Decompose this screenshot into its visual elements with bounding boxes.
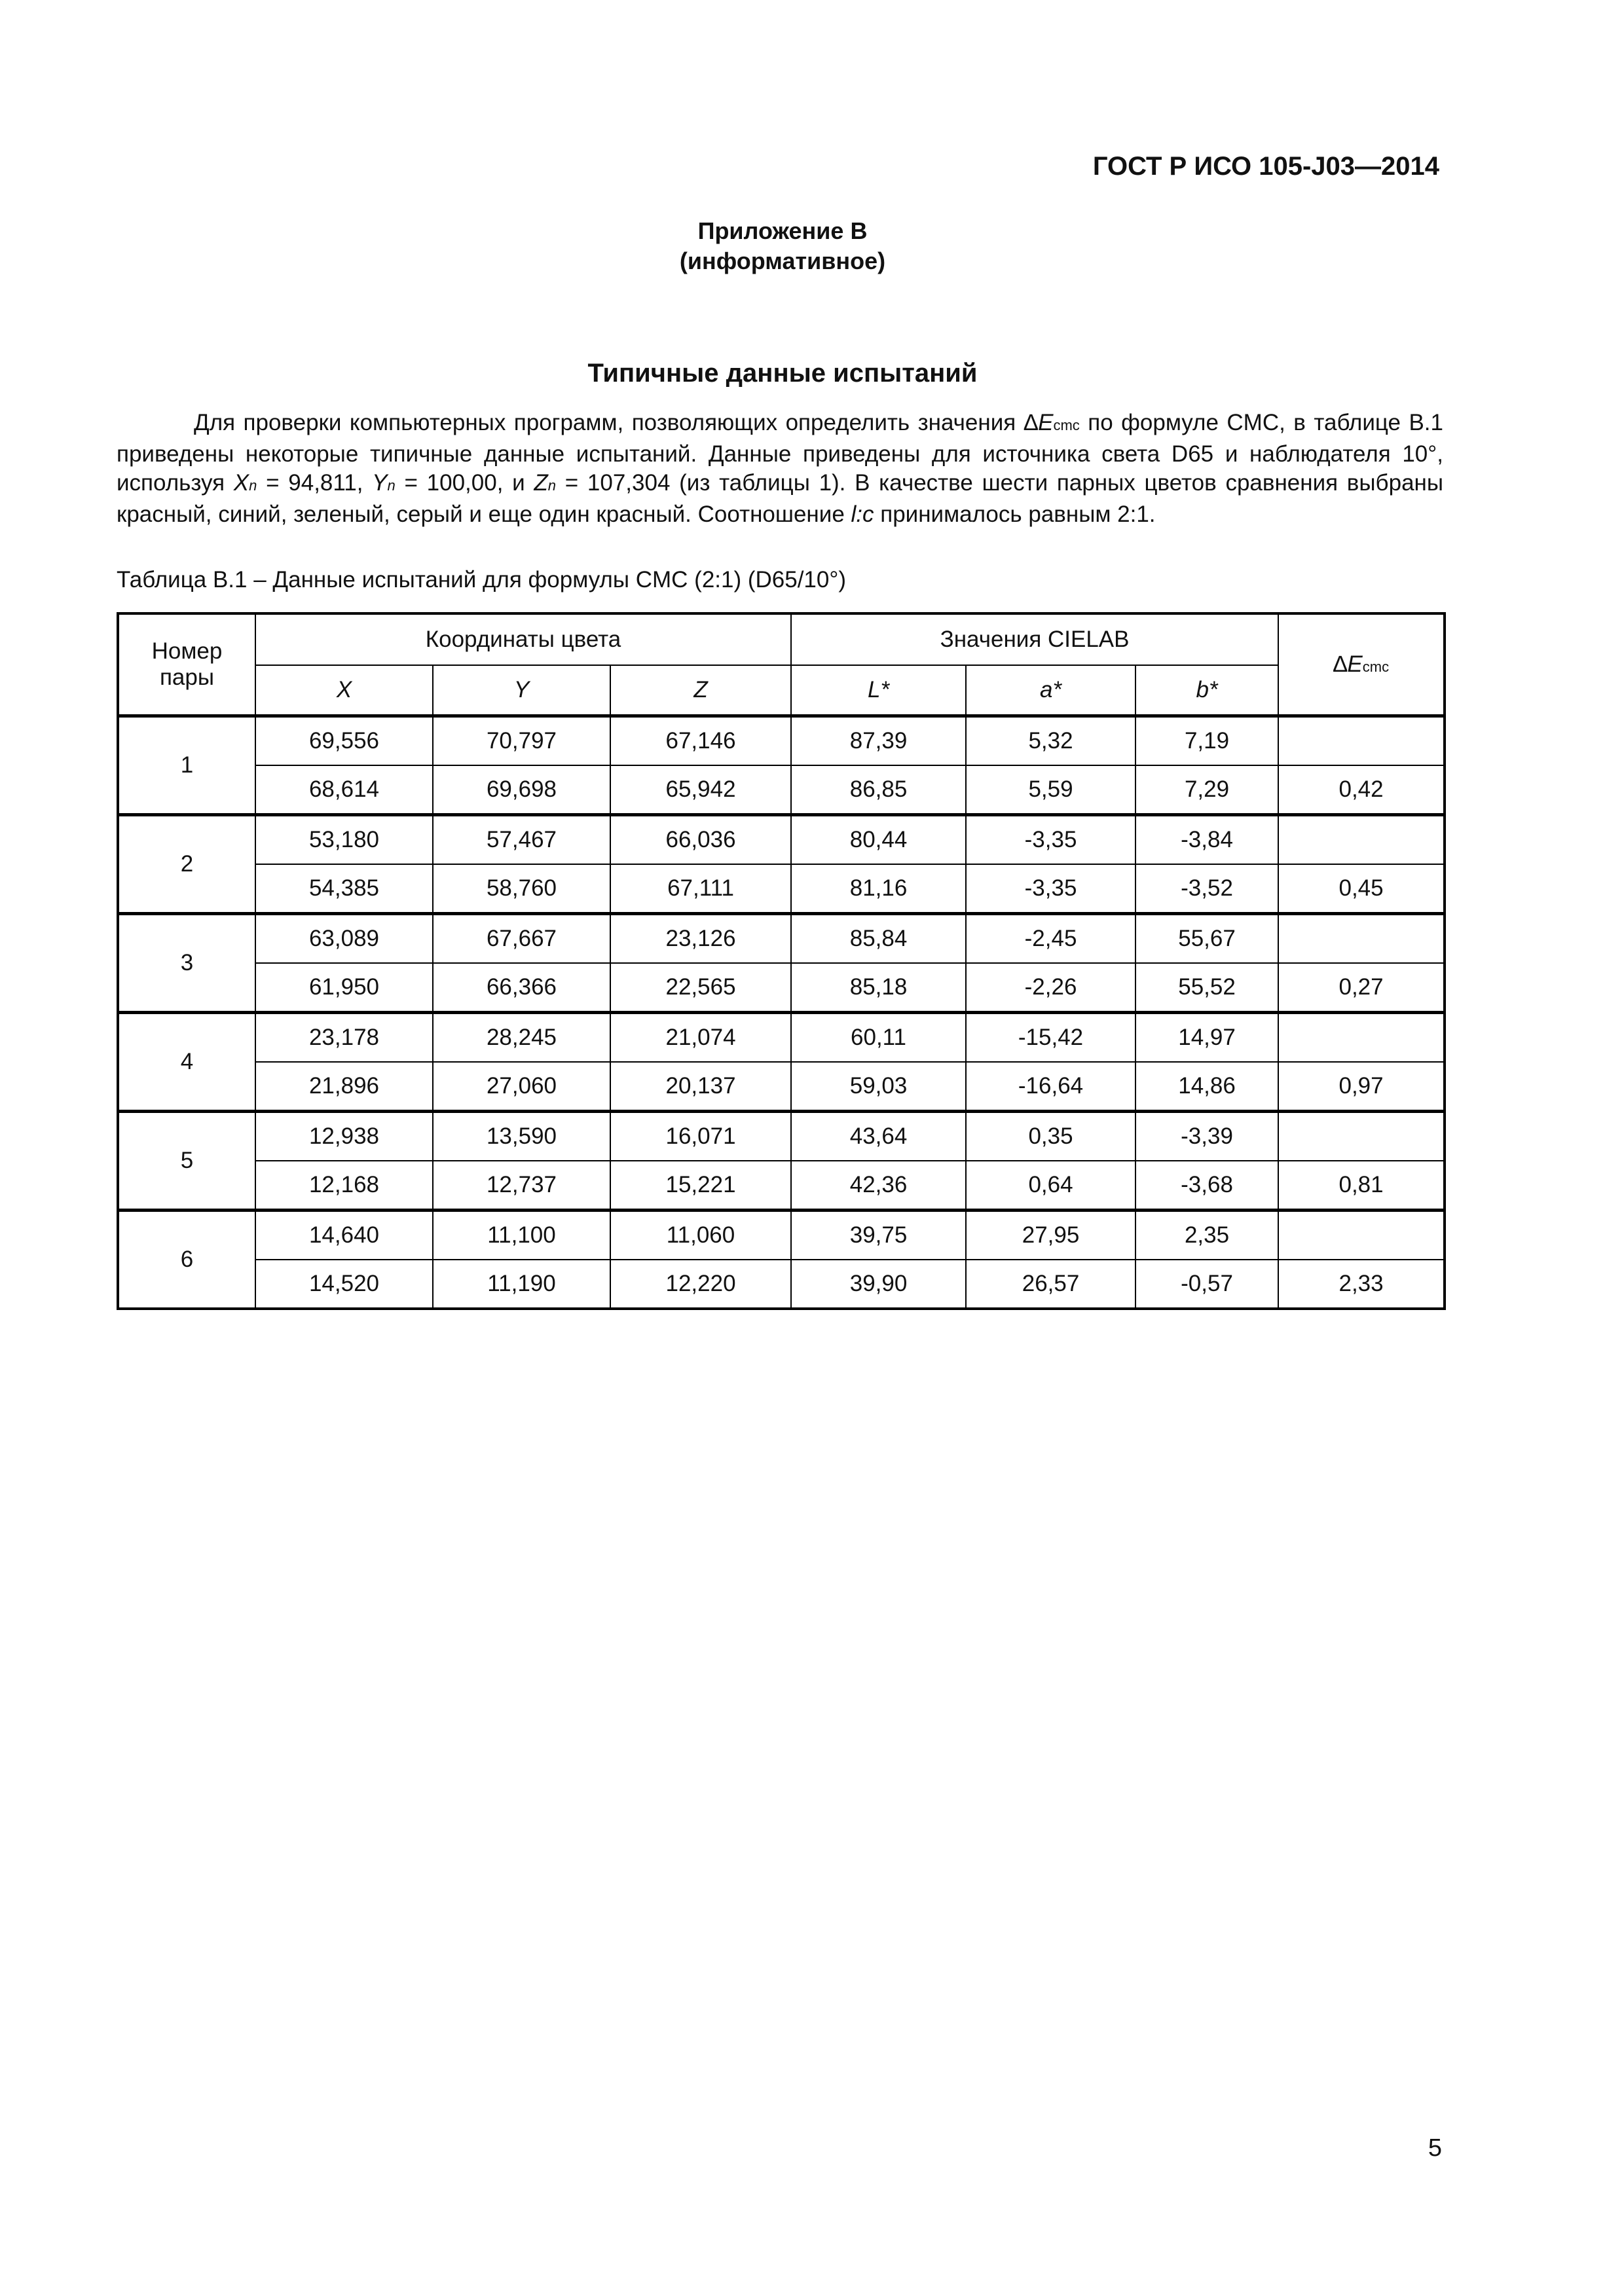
header-a-star: a* bbox=[966, 665, 1135, 716]
cell-pair-number: 2 bbox=[118, 815, 255, 914]
table-body bbox=[118, 716, 1445, 1309]
cell-delta-e: 0,27 bbox=[1278, 963, 1445, 1013]
header-y: Y bbox=[433, 665, 610, 716]
cell-y: 66,366 bbox=[433, 963, 610, 1013]
header-pair-number: Номер пары bbox=[118, 613, 255, 716]
cell-delta-e bbox=[1278, 716, 1445, 766]
cell-pair-number: 4 bbox=[118, 1013, 255, 1112]
table-row bbox=[118, 963, 1445, 1013]
cell-z: 15,221 bbox=[610, 1161, 791, 1211]
cell-z: 16,071 bbox=[610, 1112, 791, 1161]
table-row bbox=[118, 864, 1445, 914]
cell-y: 67,667 bbox=[433, 914, 610, 964]
table-row bbox=[118, 1062, 1445, 1112]
cell-l-star: 43,64 bbox=[791, 1112, 966, 1161]
cell-b-star: -3,68 bbox=[1135, 1161, 1278, 1211]
header-x: X bbox=[255, 665, 433, 716]
cell-l-star: 39,90 bbox=[791, 1260, 966, 1309]
cell-l-star: 81,16 bbox=[791, 864, 966, 914]
table-row bbox=[118, 914, 1445, 964]
cell-a-star: -15,42 bbox=[966, 1013, 1135, 1063]
cell-pair-number: 3 bbox=[118, 914, 255, 1013]
cell-l-star: 80,44 bbox=[791, 815, 966, 865]
table-row bbox=[118, 1260, 1445, 1309]
cell-pair-number: 5 bbox=[118, 1112, 255, 1211]
test-data-table bbox=[117, 612, 1446, 1310]
table-row bbox=[118, 1013, 1445, 1063]
annex-title: Приложение В bbox=[697, 217, 868, 244]
cell-x: 61,950 bbox=[255, 963, 433, 1013]
table-row bbox=[118, 815, 1445, 865]
cell-b-star: 55,52 bbox=[1135, 963, 1278, 1013]
cell-b-star: 14,97 bbox=[1135, 1013, 1278, 1063]
cell-l-star: 39,75 bbox=[791, 1211, 966, 1260]
cell-b-star: -3,39 bbox=[1135, 1112, 1278, 1161]
cell-z: 12,220 bbox=[610, 1260, 791, 1309]
cell-x: 68,614 bbox=[255, 765, 433, 815]
annex-status: (информативное) bbox=[679, 247, 886, 274]
cell-a-star: -3,35 bbox=[966, 864, 1135, 914]
cell-b-star: 2,35 bbox=[1135, 1211, 1278, 1260]
cell-z: 22,565 bbox=[610, 963, 791, 1013]
cell-delta-e bbox=[1278, 1112, 1445, 1161]
cell-x: 69,556 bbox=[255, 716, 433, 766]
cell-x: 53,180 bbox=[255, 815, 433, 865]
delta-symbol: ∆ bbox=[1024, 410, 1039, 435]
cell-x: 21,896 bbox=[255, 1062, 433, 1112]
cell-pair-number: 1 bbox=[118, 716, 255, 815]
cell-l-star: 59,03 bbox=[791, 1062, 966, 1112]
cell-a-star: 0,64 bbox=[966, 1161, 1135, 1211]
cell-y: 57,467 bbox=[433, 815, 610, 865]
header-z: Z bbox=[610, 665, 791, 716]
cell-a-star: -3,35 bbox=[966, 815, 1135, 865]
cell-delta-e: 0,42 bbox=[1278, 765, 1445, 815]
cell-y: 11,190 bbox=[433, 1260, 610, 1309]
cell-l-star: 86,85 bbox=[791, 765, 966, 815]
cell-b-star: 14,86 bbox=[1135, 1062, 1278, 1112]
cell-x: 12,938 bbox=[255, 1112, 433, 1161]
cell-pair-number: 6 bbox=[118, 1211, 255, 1309]
table-row bbox=[118, 1211, 1445, 1260]
cell-z: 23,126 bbox=[610, 914, 791, 964]
table-row bbox=[118, 765, 1445, 815]
cell-delta-e bbox=[1278, 1211, 1445, 1260]
cell-y: 69,698 bbox=[433, 765, 610, 815]
cell-x: 63,089 bbox=[255, 914, 433, 964]
cell-x: 23,178 bbox=[255, 1013, 433, 1063]
cell-z: 65,942 bbox=[610, 765, 791, 815]
cell-z: 11,060 bbox=[610, 1211, 791, 1260]
intro-paragraph: Для проверки компьютерных программ, позволяющих определить значения ∆Ecmc по формуле CMC, в таблице В.1 приведены некоторые типичные данные испытаний. Данные приведены для источника света D65 и наблюдателя 10°, используя Xn = 94,811, Yn = 100,00, и Zn = 107,304 (из таблицы 1). В качестве шести парных цветов сравнения выбраны красный, синий, зеленый, серый и еще один красный. Соотношение l:c принималось равным 2:1. bbox=[117, 410, 1444, 527]
cell-delta-e bbox=[1278, 815, 1445, 865]
cell-a-star: 27,95 bbox=[966, 1211, 1135, 1260]
cell-delta-e: 0,97 bbox=[1278, 1062, 1445, 1112]
cell-l-star: 60,11 bbox=[791, 1013, 966, 1063]
cell-a-star: 0,35 bbox=[966, 1112, 1135, 1161]
header-color-coordinates: Координаты цвета bbox=[255, 613, 791, 665]
annex-heading bbox=[0, 216, 1565, 276]
cell-l-star: 87,39 bbox=[791, 716, 966, 766]
cell-delta-e bbox=[1278, 1013, 1445, 1063]
cell-a-star: 5,32 bbox=[966, 716, 1135, 766]
cell-b-star: 7,19 bbox=[1135, 716, 1278, 766]
cell-y: 28,245 bbox=[433, 1013, 610, 1063]
cell-y: 11,100 bbox=[433, 1211, 610, 1260]
cell-l-star: 85,18 bbox=[791, 963, 966, 1013]
table-row bbox=[118, 716, 1445, 766]
table-caption: Таблица В.1 – Данные испытаний для формулы CMC (2:1) (D65/10°) bbox=[117, 567, 847, 592]
cell-y: 27,060 bbox=[433, 1062, 610, 1112]
header-l-star: L* bbox=[791, 665, 966, 716]
cell-b-star: -3,84 bbox=[1135, 815, 1278, 865]
header-cielab-values: Значения CIELAB bbox=[791, 613, 1278, 665]
cell-a-star: -2,45 bbox=[966, 914, 1135, 964]
cell-delta-e: 0,81 bbox=[1278, 1161, 1445, 1211]
header-delta-e-cmc: ∆Ecmc bbox=[1278, 613, 1445, 716]
table-row bbox=[118, 1161, 1445, 1211]
header-b-star: b* bbox=[1135, 665, 1278, 716]
cell-l-star: 85,84 bbox=[791, 914, 966, 964]
cell-y: 70,797 bbox=[433, 716, 610, 766]
section-title: Типичные данные испытаний bbox=[587, 359, 978, 388]
cell-z: 67,146 bbox=[610, 716, 791, 766]
cell-delta-e bbox=[1278, 914, 1445, 964]
cell-b-star: 7,29 bbox=[1135, 765, 1278, 815]
cell-a-star: 26,57 bbox=[966, 1260, 1135, 1309]
document-code: ГОСТ Р ИСО 105-J03—2014 bbox=[1092, 152, 1439, 181]
cell-b-star: 55,67 bbox=[1135, 914, 1278, 964]
page-number: 5 bbox=[1428, 2134, 1442, 2162]
cell-z: 21,074 bbox=[610, 1013, 791, 1063]
cell-delta-e: 0,45 bbox=[1278, 864, 1445, 914]
cell-y: 12,737 bbox=[433, 1161, 610, 1211]
cell-x: 54,385 bbox=[255, 864, 433, 914]
cell-x: 14,640 bbox=[255, 1211, 433, 1260]
cell-z: 66,036 bbox=[610, 815, 791, 865]
cell-z: 67,111 bbox=[610, 864, 791, 914]
cell-a-star: 5,59 bbox=[966, 765, 1135, 815]
table-row bbox=[118, 1112, 1445, 1161]
cell-y: 13,590 bbox=[433, 1112, 610, 1161]
cell-b-star: -3,52 bbox=[1135, 864, 1278, 914]
cell-l-star: 42,36 bbox=[791, 1161, 966, 1211]
cell-z: 20,137 bbox=[610, 1062, 791, 1112]
cell-delta-e: 2,33 bbox=[1278, 1260, 1445, 1309]
cell-x: 14,520 bbox=[255, 1260, 433, 1309]
cell-a-star: -2,26 bbox=[966, 963, 1135, 1013]
cell-a-star: -16,64 bbox=[966, 1062, 1135, 1112]
cell-y: 58,760 bbox=[433, 864, 610, 914]
cell-x: 12,168 bbox=[255, 1161, 433, 1211]
cell-b-star: -0,57 bbox=[1135, 1260, 1278, 1309]
